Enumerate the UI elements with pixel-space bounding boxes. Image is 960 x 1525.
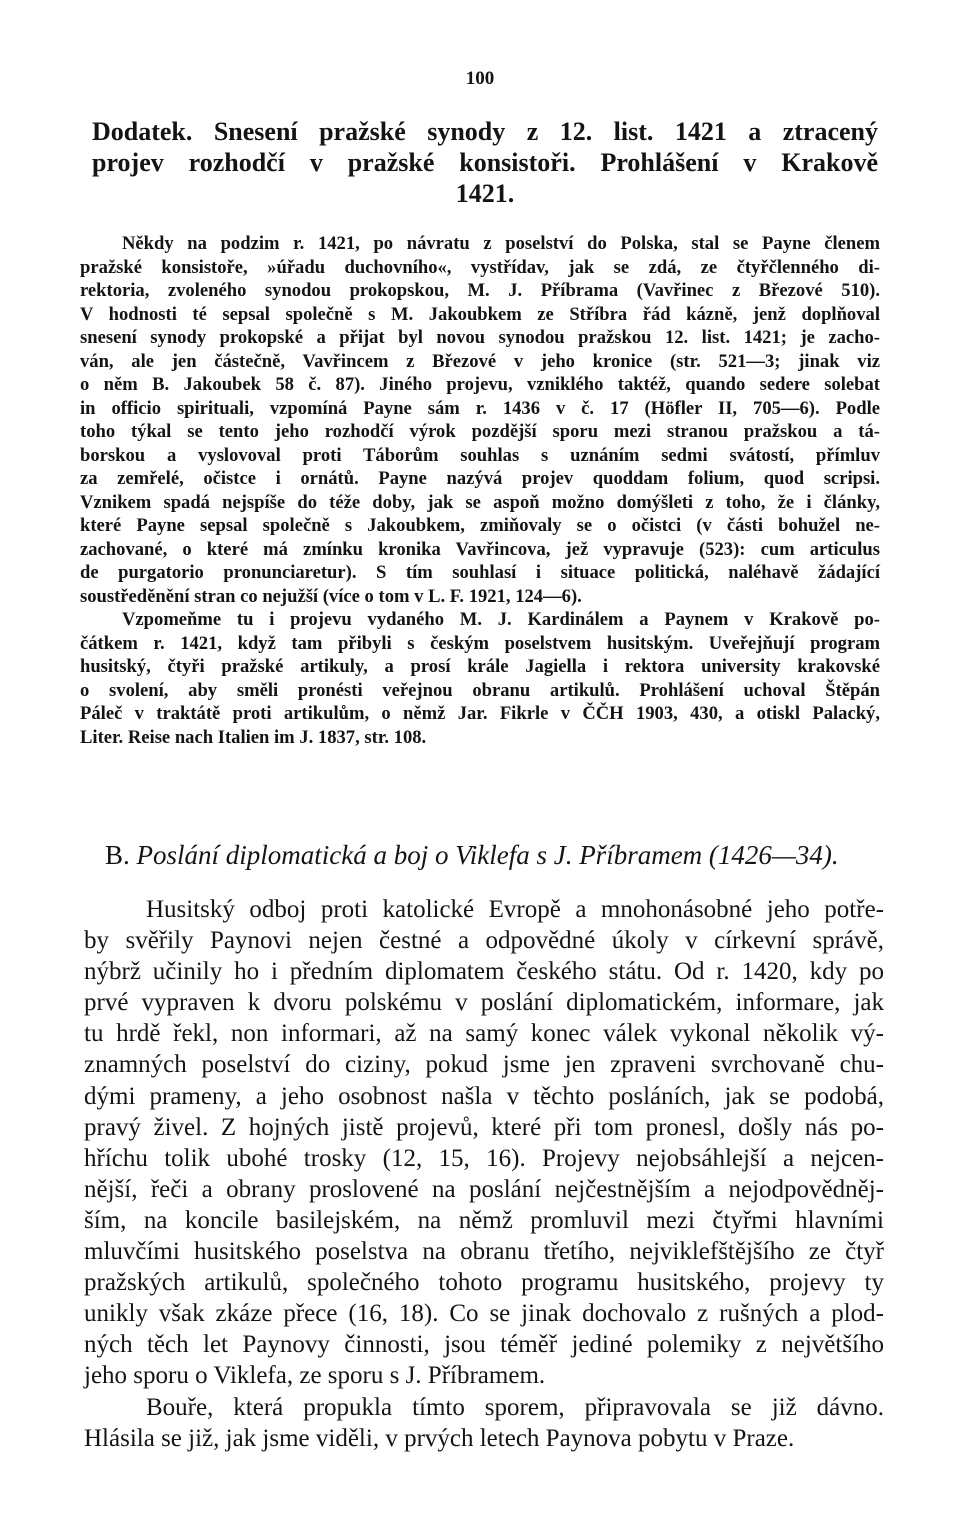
text-line: rektoria, zvoleného synodou prokopskou, M. J. Příbrama (Vavřinec z Březové 510).	[80, 280, 880, 301]
appendix-heading-line: Dodatek. Snesení pražské synody z 12. list. 1421 a ztracený	[92, 117, 878, 146]
text-line: nýbrž učinily ho i předním diplomatem českého státu. Od r. 1420, kdy po	[84, 958, 884, 986]
text-line: pražské konsistoře, »úřadu duchovního«, vystřídav, jak se zdá, ze čtyřčlenného di-	[80, 256, 880, 278]
text-line: ných těch let Paynovy činnosti, jsou téměř jediné polemiky z největšího	[84, 1331, 884, 1359]
body-text	[84, 894, 884, 1454]
text-line: Husitský odboj proti katolické Evropě a mnohonásobné jeho potře-	[146, 896, 884, 923]
section-letter: B.	[105, 840, 130, 870]
text-line: ším, na koncile basilejském, na němž promluvil mezi čtyřmi hlavními	[84, 1206, 884, 1234]
page-number: 100	[465, 68, 495, 89]
appendix-heading	[92, 116, 878, 209]
text-line: jeho sporu o Viklefa, ze sporu s J. Příbramem.	[84, 1362, 546, 1390]
text-line: Vznikem spadá nejspíše do téže doby, jak se aspoň možno domýšleti z toho, že i články,	[80, 491, 880, 513]
text-line: za zemřelé, očistce i ornátů. Payne nazývá projev quoddam folium, quod scripsi.	[80, 468, 880, 489]
text-line: dými prameny, a jeho osobnost našla v těchto posláních, jak se podobá,	[84, 1082, 884, 1110]
text-line: husitský, čtyři pražské artikuly, a prosí krále Jagiella i rektora university krakovské	[80, 656, 880, 677]
text-line: mluvčími husitského poselstva na obranu třetího, nejviklefštějšího ze čtyř	[84, 1238, 884, 1266]
text-line: zachované, o které má zmínku kronika Vavřincova, jež vypravuje (523): cum articulus	[80, 538, 880, 560]
text-line: in officio spirituali, vzpomíná Payne sám r. 1436 v č. 17 (Höfler II, 705—6). Podle	[80, 397, 880, 419]
text-line: o něm B. Jakoubek 58 č. 87). Jiného projevu, vzniklého taktéž, quando sedere solebat	[80, 374, 880, 395]
text-line: Bouře, která propukla tímto sporem, připravovala se již dávno.	[146, 1393, 884, 1421]
text-line: Liter. Reise nach Italien im J. 1837, str. 108.	[80, 726, 427, 748]
text-line: znamných poselství do ciziny, pokud jsme jen zpraveni svrchovaně chu-	[84, 1051, 884, 1079]
text-line: unikly však zkáze přece (16, 18). Co se jinak dochovalo z rušných a plod-	[84, 1300, 884, 1328]
appendix-heading-line: projev rozhodčí v pražské konsistoři. Prohlášení v Krakově	[92, 148, 878, 177]
appendix-heading-line: 1421.	[455, 179, 515, 208]
section-title: Poslání diplomatická a boj o Viklefa s J. Příbramem (1426—34).	[136, 840, 839, 870]
text-line: Někdy na podzim r. 1421, po návratu z poselství do Polska, stal se Payne členem	[122, 233, 880, 254]
text-line: V hodnosti té sepsal společně s M. Jakoubkem ze Stříbra řád kázně, jenž doplňoval	[80, 303, 880, 325]
text-line: snesení synody prokopské a přijat byl novou synodou pražskou 12. list. 1421; je zacho-	[80, 327, 880, 348]
text-line: by svěřily Paynovi nejen čestné a odpovědné úkoly v církevní správě,	[84, 927, 884, 955]
text-line: Hlásila se již, jak jsme viděli, v prvých letech Paynova pobytu v Praze.	[84, 1424, 795, 1452]
text-line: nější, řeči a obrany proslovené na poslání nejčestnějším a nejodpovědněj-	[84, 1175, 884, 1203]
text-line: pravý živel. Z hojných jistě projevů, které při tom pronesl, došly nás po-	[84, 1113, 884, 1141]
text-line: borskou a vyslovoval proti Táborům souhlas s uznáním sedmi svátostí, přímluv	[80, 444, 880, 466]
text-line: ván, ale jen částečně, Vavřincem z Březové v jeho kronice (str. 521—3; jinak viz	[80, 350, 880, 372]
text-line: čátkem r. 1421, když tam přibyli s českým poselstvem husitským. Uveřejňují program	[80, 632, 880, 654]
text-line: de purgatorio pronunciaretur). S tím souhlasí i situace politická, naléhavě žádající	[80, 562, 880, 583]
text-line: hříchu tolik ubohé trosky (12, 15, 16). Projevy nejobsáhlejší a nejcen-	[84, 1144, 884, 1172]
text-line: pražských artikulů, společného tohoto programu husitského, projevy ty	[84, 1269, 884, 1297]
text-line: které Payne sepsal společně s Jakoubkem, zmiňovaly se o očistci (v části bohužel ne-	[80, 515, 880, 536]
text-line: soustředěnění stran co nejužší (více o tom v L. F. 1921, 124—6).	[80, 585, 582, 607]
text-line: Vzpomeňme tu i projevu vydaného M. J. Kardinálem a Paynem v Krakově po-	[122, 609, 880, 630]
section-heading	[105, 838, 885, 872]
appendix-text	[80, 232, 880, 749]
text-line: tu hrdě řekl, non informari, až na samý konec válek vykonal několik vý-	[84, 1020, 884, 1048]
text-line: toho týkal se tento jeho rozhodčí výrok pozdější sporu mezi stranou pražskou a tá-	[80, 421, 880, 442]
text-line: Páleč v traktátě proti artikulům, o němž Jar. Fikrle v ČČH 1903, 430, a otiskl Palacký,	[80, 703, 880, 724]
text-line: prvé vypraven k dvoru polskému v poslání diplomatickém, informare, jak	[84, 989, 884, 1017]
text-line: o svolení, aby směli pronésti veřejnou obranu artikulů. Prohlášení uchoval Štěpán	[80, 679, 880, 701]
